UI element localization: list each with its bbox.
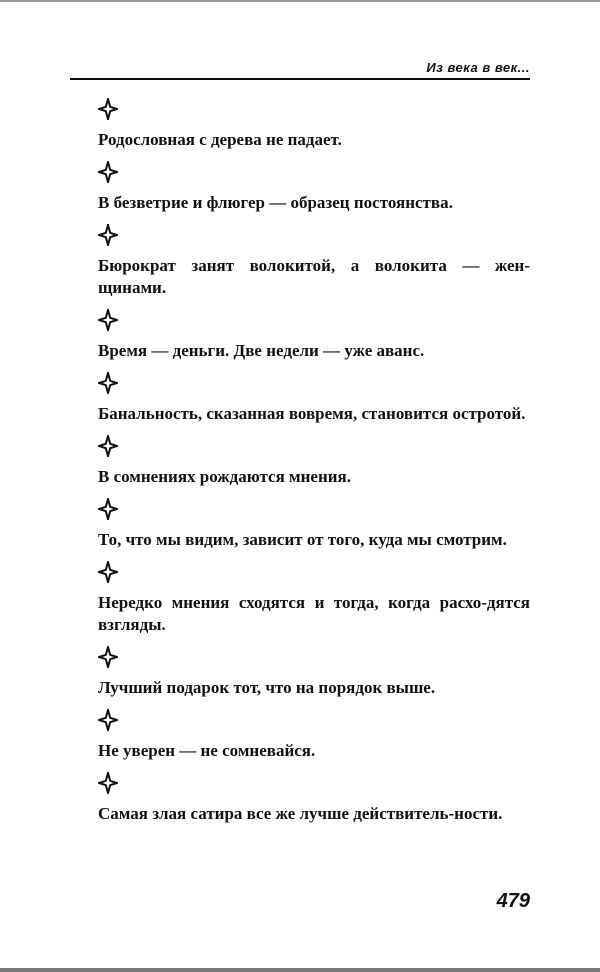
aphorism-entry [98, 709, 530, 762]
aphorism-text: Бюрократ занят волокитой, а волокита — жен-щинами. [98, 256, 530, 297]
four-point-star-icon [98, 772, 530, 794]
four-point-star-icon [98, 498, 530, 520]
four-point-star-icon [98, 372, 530, 394]
four-point-star-icon [98, 98, 530, 120]
aphorism-text: Лучший подарок тот, что на порядок выше. [98, 678, 436, 697]
page-number: 479 [496, 890, 530, 912]
aphorism-text: Не уверен — не сомневайся. [98, 741, 316, 760]
four-point-star-icon [98, 309, 530, 331]
bottom-frame-line [0, 968, 600, 972]
aphorism-text: То, что мы видим, зависит от того, куда мы смотрим. [98, 530, 507, 549]
aphorism-text: Нередко мнения сходятся и тогда, когда расхо-дятся взгляды. [98, 593, 530, 634]
four-point-star-icon [98, 224, 530, 246]
top-frame-line [0, 0, 600, 2]
aphorism-entry [98, 309, 530, 362]
aphorism-text: Время — деньги. Две недели — уже аванс. [98, 341, 425, 360]
aphorism-entry [98, 224, 530, 299]
four-point-star-icon [98, 709, 530, 731]
aphorism-entry [98, 646, 530, 699]
four-point-star-icon [98, 561, 530, 583]
four-point-star-icon [98, 161, 530, 183]
aphorism-text: Банальность, сказанная вовремя, становится остротой. [98, 404, 526, 423]
four-point-star-icon [98, 646, 530, 668]
header-rule [70, 78, 530, 80]
aphorism-entry [98, 772, 530, 825]
aphorism-text: Родословная с дерева не падает. [98, 130, 342, 149]
aphorism-list [98, 98, 530, 825]
aphorism-entry [98, 372, 530, 425]
aphorism-entry [98, 498, 530, 551]
running-title: Из века в век... [426, 60, 530, 75]
aphorism-entry [98, 561, 530, 636]
aphorism-entry [98, 98, 530, 151]
aphorism-text: В безветрие и флюгер — образец постоянства. [98, 193, 453, 212]
aphorism-text: Самая злая сатира все же лучше действитель-ности. [98, 804, 503, 823]
aphorism-text: В сомнениях рождаются мнения. [98, 467, 351, 486]
four-point-star-icon [98, 435, 530, 457]
aphorism-entry [98, 435, 530, 488]
aphorism-entry [98, 161, 530, 214]
